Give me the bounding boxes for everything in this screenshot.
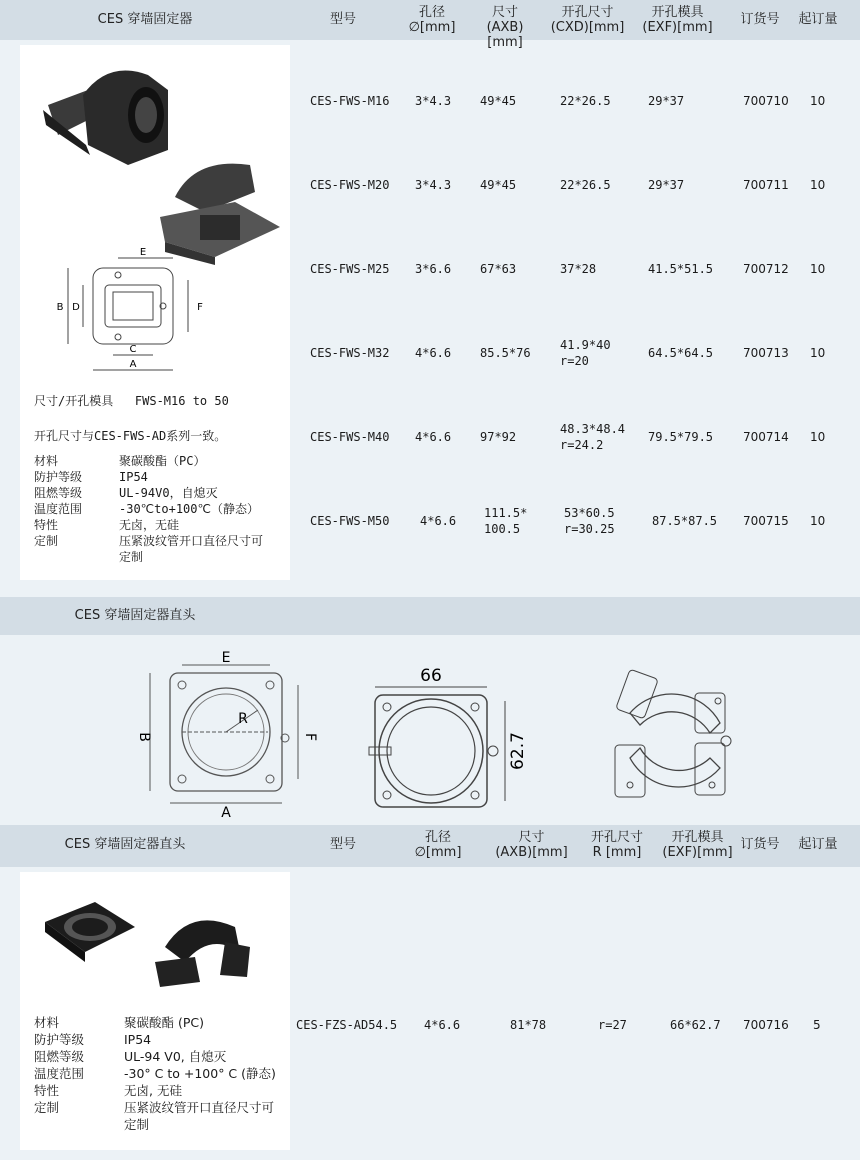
cell-moq: 10 (810, 94, 826, 108)
col-die-line1: 开孔模具 (651, 5, 704, 20)
col-die-line2: (EXF)[mm] (662, 845, 733, 860)
cell-cutout: 48.3*48.4 (560, 422, 626, 436)
cell-moq: 10 (810, 262, 826, 276)
drawing-label-b: B (136, 732, 152, 742)
spec-key: 防护等级 (34, 1032, 85, 1047)
spec-key: 特性 (34, 1083, 60, 1098)
cell-model: CES-FWS-M50 (310, 514, 390, 528)
spec-list (34, 1014, 284, 1144)
cell-cutout-r: r=30.25 (564, 522, 615, 536)
spec-value: 压紧波纹管开口直径尺寸可定制 (124, 1100, 275, 1132)
col-size-line1: 尺寸 (518, 830, 545, 845)
cutout-note: 开孔尺寸与CES-FWS-AD系列一致。 (34, 429, 227, 443)
cell-moq: 10 (810, 346, 826, 360)
cell-moq: 10 (810, 430, 826, 444)
cell-order: 700713 (743, 346, 789, 360)
spec-value: -30° C to +100° C (静态) (124, 1066, 276, 1081)
spec-value: UL-94V0，自熄灭 (119, 486, 218, 500)
spec-key: 定制 (34, 1100, 60, 1115)
cell-size: 111.5* (484, 506, 528, 520)
drawing-label-f: F (197, 302, 203, 313)
col-cutout-line2: (CXD)[mm] (550, 20, 625, 35)
cell-die: 29*37 (648, 94, 685, 108)
spec-value: IP54 (124, 1032, 152, 1047)
col-hole-line1: 孔径 (424, 830, 451, 845)
spec-value: 聚碳酸酯 (PC) (124, 1015, 204, 1030)
spec-value: IP54 (119, 470, 148, 484)
col-die-header (660, 830, 735, 860)
section3-product-panel (20, 872, 290, 1150)
col-die-line2: (EXF)[mm] (642, 20, 713, 35)
cell-model: CES-FZS-AD54.5 (296, 1018, 398, 1032)
cell-hole: 3*4.3 (415, 178, 452, 192)
cell-moq: 10 (810, 178, 826, 192)
cell-hole: 3*4.3 (415, 94, 452, 108)
cell-size-2: 100.5 (484, 522, 521, 536)
spec-value: UL-94 V0, 自熄灭 (124, 1049, 227, 1064)
col-order-header: 订货号 (740, 12, 780, 27)
spec-value: 聚碳酸酯（PC） (119, 454, 206, 468)
spec-key: 材料 (34, 454, 59, 468)
section2-title: CES 穿墙固定器直头 (74, 608, 196, 623)
cell-model: CES-FWS-M40 (310, 430, 390, 444)
col-hole-line1: 孔径 (418, 5, 445, 20)
col-die-line1: 开孔模具 (671, 830, 724, 845)
spec-key: 阻燃等级 (34, 1049, 85, 1064)
col-size-header (470, 5, 540, 50)
cell-size: 67*63 (480, 262, 517, 276)
cell-hole: 4*6.6 (420, 514, 457, 528)
cell-die: 64.5*64.5 (648, 346, 714, 360)
col-model-header: 型号 (329, 837, 356, 852)
col-model-header: 型号 (329, 12, 356, 27)
product-photo-straight (35, 887, 265, 997)
spec-key: 阻燃等级 (34, 486, 83, 500)
drawing-dim-height: 62.7 (508, 732, 528, 770)
size-note: 尺寸/开孔模具 FWS-M16 to 50 (34, 394, 229, 408)
dimension-drawing (48, 240, 218, 380)
col-moq-header: 起订量 (798, 12, 838, 27)
cell-model: CES-FWS-M16 (310, 94, 390, 108)
cell-cutout: 53*60.5 (564, 506, 615, 520)
col-cutout-header (582, 830, 652, 860)
drawing-dim-width: 66 (420, 666, 442, 686)
cell-size: 85.5*76 (480, 346, 531, 360)
cell-cutout: 22*26.5 (560, 94, 611, 108)
cell-size: 81*78 (510, 1018, 547, 1032)
spec-list (34, 453, 284, 573)
cell-order: 700710 (743, 94, 789, 108)
col-cutout-line1: 开孔尺寸 (590, 830, 643, 845)
section1-title: CES 穿墙固定器 (97, 12, 193, 27)
col-moq-header: 起订量 (798, 837, 838, 852)
drawing-label-e: E (139, 247, 147, 258)
col-hole-header (408, 830, 468, 860)
cell-order: 700714 (743, 430, 789, 444)
cell-hole: 4*6.6 (415, 430, 452, 444)
col-die-header (640, 5, 715, 35)
cell-die: 29*37 (648, 178, 685, 192)
straight-outline-drawing (365, 645, 535, 825)
cell-model: CES-FWS-M20 (310, 178, 390, 192)
cell-cutout-r: r=24.2 (560, 438, 604, 452)
cell-order: 700711 (743, 178, 789, 192)
col-hole-header (402, 5, 462, 35)
col-order-header: 订货号 (740, 837, 780, 852)
cell-die: 79.5*79.5 (648, 430, 714, 444)
spec-key: 材料 (34, 1015, 60, 1030)
cell-moq: 10 (810, 514, 826, 528)
spec-value: 压紧波纹管开口直径尺寸可定制 (119, 534, 264, 564)
cell-die: 87.5*87.5 (652, 514, 718, 528)
col-cutout-line2: R [mm] (592, 845, 642, 860)
section3-header (0, 825, 860, 867)
cell-die: 41.5*51.5 (648, 262, 714, 276)
straight-dimension-drawing (128, 645, 328, 825)
drawing-label-a: A (221, 805, 231, 821)
section1-product-panel (20, 45, 290, 580)
cell-size: 49*45 (480, 94, 517, 108)
col-size-line2: (AXB)[mm] (486, 20, 524, 50)
cell-size: 97*92 (480, 430, 517, 444)
cell-model: CES-FWS-M32 (310, 346, 390, 360)
cell-hole: 4*6.6 (415, 346, 452, 360)
cell-size: 49*45 (480, 178, 517, 192)
cell-cutout: 37*28 (560, 262, 597, 276)
section1-header (0, 0, 860, 50)
cell-order: 700715 (743, 514, 789, 528)
drawing-label-c: C (129, 344, 137, 355)
drawing-label-r: R (238, 711, 248, 727)
spec-key: 温度范围 (34, 1066, 85, 1081)
drawing-label-f: F (302, 732, 318, 742)
cell-hole: 3*6.6 (415, 262, 452, 276)
cell-hole: 4*6.6 (424, 1018, 461, 1032)
cell-order: 700712 (743, 262, 789, 276)
section2-header (0, 597, 860, 635)
spec-value: -30℃to+100℃（静态） (119, 502, 259, 516)
spec-key: 特性 (34, 518, 59, 532)
cell-moq: 5 (813, 1018, 821, 1032)
col-hole-line2: ∅[mm] (408, 20, 456, 35)
col-size-line1: 尺寸 (491, 5, 518, 20)
drawing-label-a: A (129, 359, 137, 370)
drawing-label-b: B (56, 302, 64, 313)
col-cutout-header (550, 5, 625, 35)
spec-key: 温度范围 (34, 502, 83, 516)
cell-cutout: 22*26.5 (560, 178, 611, 192)
section2-drawings (0, 635, 860, 825)
open-clamp-drawing (600, 663, 750, 813)
col-size-header (494, 830, 569, 860)
cell-cutout: 41.9*40 (560, 338, 611, 352)
cell-cutout: r=27 (598, 1018, 627, 1032)
col-hole-line2: ∅[mm] (414, 845, 462, 860)
spec-value: 无卤，无硅 (119, 518, 180, 532)
cell-model: CES-FWS-M25 (310, 262, 390, 276)
spec-value: 无卤, 无硅 (124, 1083, 182, 1098)
cell-die: 66*62.7 (670, 1018, 721, 1032)
col-cutout-line1: 开孔尺寸 (561, 5, 614, 20)
drawing-label-e: E (221, 650, 231, 666)
col-size-line2: (AXB)[mm] (495, 845, 568, 860)
spec-key: 防护等级 (34, 470, 83, 484)
cell-cutout-r: r=20 (560, 354, 589, 368)
section3-title: CES 穿墙固定器直头 (64, 837, 186, 852)
spec-key: 定制 (34, 534, 59, 548)
cell-order: 700716 (743, 1018, 789, 1032)
drawing-label-d: D (72, 302, 80, 313)
